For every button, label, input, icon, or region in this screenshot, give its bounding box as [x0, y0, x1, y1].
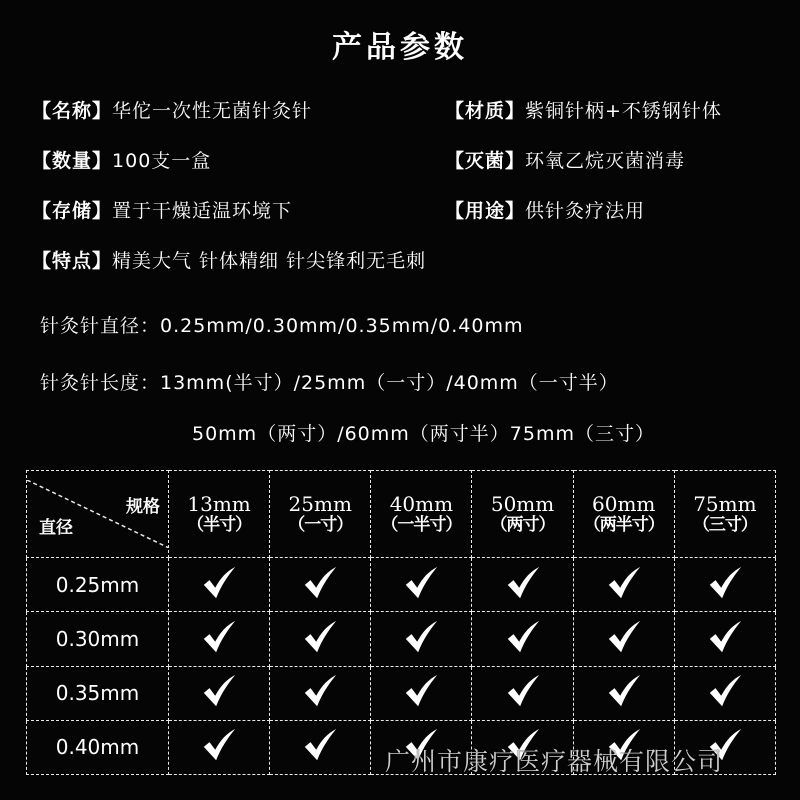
row-diameter-label: 0.35mm — [27, 666, 169, 720]
length-line-2: 50mm（两寸）/60mm（两寸半）75mm（三寸） — [192, 423, 655, 445]
checkmark-icon — [706, 672, 744, 710]
table-header-row — [27, 471, 776, 558]
checkmark-icon — [200, 726, 238, 764]
checkmark-icon — [301, 726, 339, 764]
availability-cell — [472, 558, 573, 612]
spec-storage — [32, 196, 292, 223]
checkmark-icon — [402, 564, 440, 602]
spec-label: 【用途】 — [445, 200, 526, 222]
spec-label: 【特点】 — [32, 250, 113, 272]
checkmark-icon — [504, 618, 542, 656]
column-header — [674, 471, 775, 558]
spec-table — [26, 470, 776, 775]
checkmark-icon — [504, 564, 542, 602]
company-watermark: 广州市康疗医疗器械有限公司 — [385, 747, 724, 776]
column-mm: 40mm — [389, 492, 454, 517]
column-header — [169, 471, 270, 558]
spec-label: 【数量】 — [32, 150, 113, 172]
checkmark-icon — [706, 564, 744, 602]
checkmark-icon — [706, 618, 744, 656]
availability-cell — [371, 558, 472, 612]
column-cn: （两寸） — [490, 515, 555, 536]
column-header — [472, 471, 573, 558]
spec-material — [445, 96, 722, 123]
spec-value: 环氧乙烷灭菌消毒 — [525, 150, 686, 172]
availability-cell — [573, 666, 674, 720]
table-row — [27, 558, 776, 612]
availability-cell — [674, 666, 775, 720]
checkmark-icon — [301, 672, 339, 710]
column-mm: 75mm — [693, 492, 757, 517]
corner-label-spec: 规格 — [126, 497, 160, 518]
diameter-line: 针灸针直径：0.25mm/0.30mm/0.35mm/0.40mm — [40, 315, 524, 337]
checkmark-icon — [200, 672, 238, 710]
column-cn: （三寸） — [692, 515, 757, 536]
availability-cell — [472, 612, 573, 666]
column-header — [270, 471, 371, 558]
checkmark-icon — [402, 618, 440, 656]
column-header — [371, 471, 472, 558]
spec-features — [32, 246, 426, 273]
spec-value: 华佗一次性无菌针灸针 — [112, 100, 313, 122]
availability-cell — [573, 558, 674, 612]
availability-cell — [270, 612, 371, 666]
column-cn: （一半寸） — [381, 515, 462, 536]
checkmark-icon — [402, 672, 440, 710]
column-cn: （一寸） — [288, 515, 353, 536]
spec-quantity — [32, 146, 211, 173]
spec-value: 供针灸疗法用 — [525, 200, 646, 222]
column-mm: 50mm — [490, 492, 555, 517]
checkmark-icon — [301, 564, 339, 602]
availability-cell — [472, 666, 573, 720]
availability-cell — [169, 612, 270, 666]
checkmark-icon — [605, 618, 643, 656]
spec-label: 【灭菌】 — [445, 150, 526, 172]
spec-value: 100支一盒 — [112, 150, 212, 172]
availability-cell — [270, 558, 371, 612]
spec-usage — [445, 196, 645, 223]
column-cn: （两半寸） — [583, 515, 664, 536]
spec-label: 【存储】 — [32, 200, 113, 222]
table-row — [27, 612, 776, 666]
row-diameter-label: 0.30mm — [27, 612, 169, 666]
availability-cell — [674, 612, 775, 666]
availability-cell — [674, 558, 775, 612]
availability-cell — [169, 558, 270, 612]
spec-value: 置于干燥适温环境下 — [112, 200, 293, 222]
column-cn: （半寸） — [187, 515, 252, 536]
checkmark-icon — [605, 672, 643, 710]
availability-cell — [270, 720, 371, 774]
table-corner-cell — [27, 471, 169, 558]
table-row — [27, 666, 776, 720]
column-mm: 13mm — [187, 492, 251, 517]
checkmark-icon — [200, 618, 238, 656]
column-mm: 60mm — [592, 492, 656, 517]
availability-cell — [169, 720, 270, 774]
spec-sterilization — [445, 146, 685, 173]
availability-cell — [371, 612, 472, 666]
column-mm: 25mm — [288, 492, 352, 517]
spec-label: 【材质】 — [445, 100, 526, 122]
checkmark-icon — [301, 618, 339, 656]
availability-cell — [573, 612, 674, 666]
spec-value: 紫铜针柄+不锈钢针体 — [525, 100, 722, 122]
availability-cell — [270, 666, 371, 720]
column-header — [573, 471, 674, 558]
checkmark-icon — [504, 672, 542, 710]
row-diameter-label: 0.40mm — [27, 720, 169, 774]
corner-label-diameter: 直径 — [39, 518, 73, 539]
length-line-1: 针灸针长度：13mm(半寸）/25mm（一寸）/40mm（一寸半） — [40, 372, 619, 394]
availability-cell — [169, 666, 270, 720]
checkmark-icon — [200, 564, 238, 602]
spec-value: 精美大气 针体精细 针尖锋利无毛刺 — [112, 250, 427, 272]
spec-name — [32, 96, 312, 123]
page-title: 产品参数 — [332, 30, 468, 65]
availability-cell — [371, 666, 472, 720]
spec-label: 【名称】 — [32, 100, 113, 122]
checkmark-icon — [605, 564, 643, 602]
row-diameter-label: 0.25mm — [27, 558, 169, 612]
